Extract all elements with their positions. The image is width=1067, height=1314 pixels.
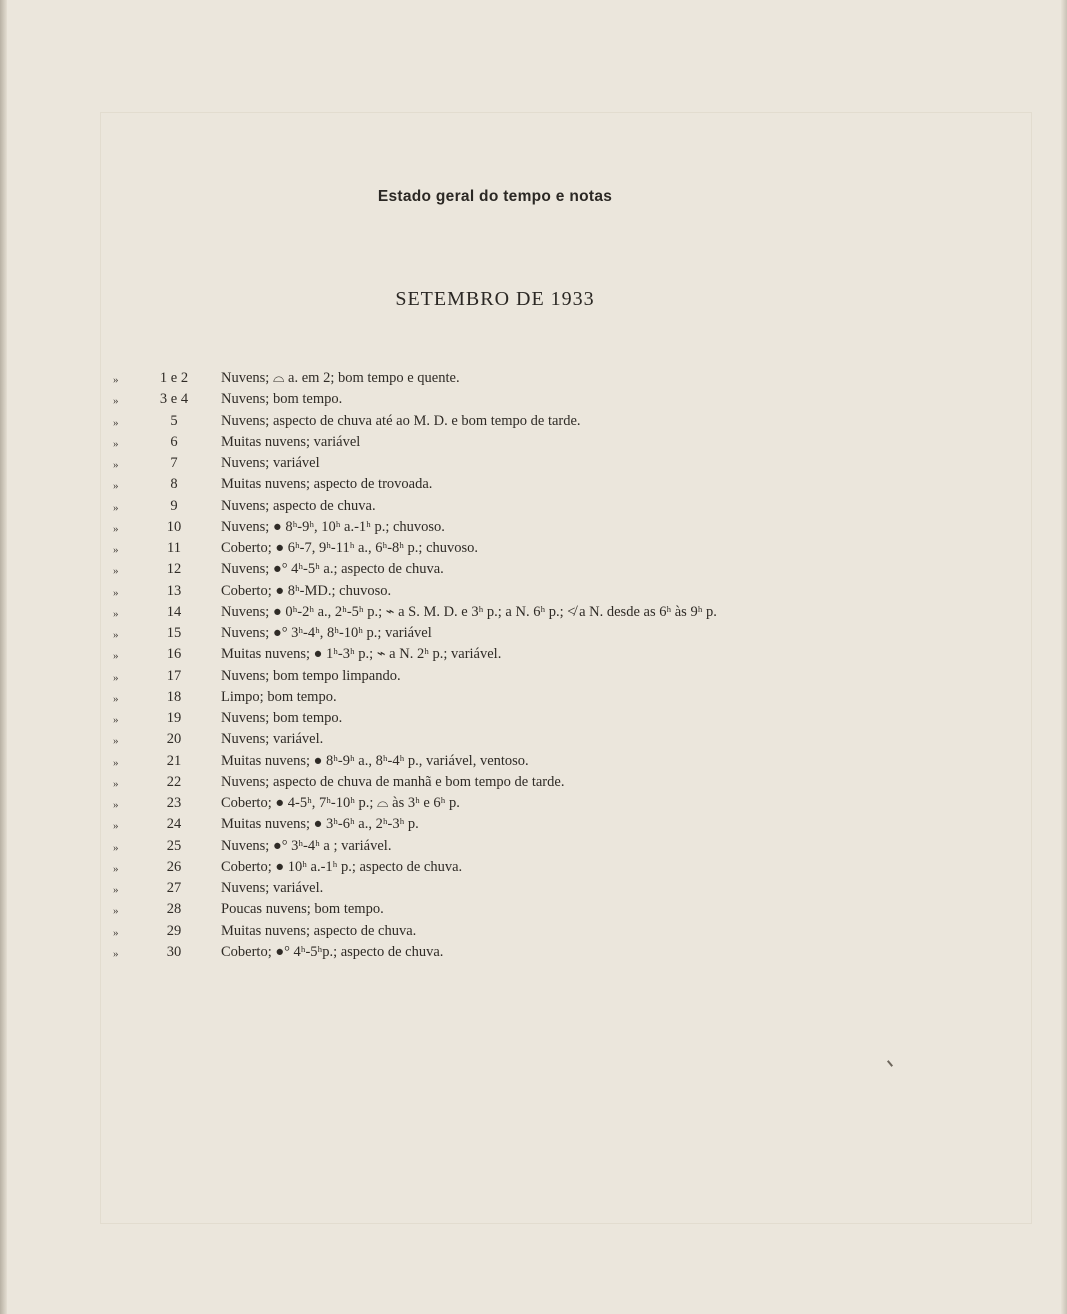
table-row: [0, 498, 1060, 519]
weather-note: Nuvens; variável: [221, 455, 320, 471]
weather-note: Nuvens; ●° 3ʰ-4ʰ, 8ʰ-10ʰ p.; variável: [221, 625, 432, 641]
page-right-edge: [1061, 0, 1067, 1314]
table-row: [0, 795, 1060, 816]
day-number: 5: [170, 412, 178, 429]
weather-note: Poucas nuvens; bom tempo.: [221, 901, 384, 918]
day-number: 27: [166, 880, 182, 896]
ditto-mark: »: [113, 374, 119, 386]
table-row: [0, 561, 1060, 582]
day-number: 23: [166, 795, 182, 811]
weather-note: Limpo; bom tempo.: [221, 688, 337, 705]
weather-note: Nuvens; aspecto de chuva até ao M. D. e bom tempo de tarde.: [221, 412, 581, 429]
table-row: [0, 476, 1060, 497]
ditto-mark: »: [113, 480, 119, 493]
table-row: [0, 646, 1060, 667]
ditto-mark: »: [113, 926, 119, 939]
day-number: 12: [166, 561, 182, 578]
table-row: [0, 901, 1060, 922]
ditto-mark: »: [113, 416, 119, 429]
day-number: 19: [166, 710, 182, 726]
ditto-mark: »: [113, 459, 119, 471]
ditto-mark: »: [113, 544, 119, 556]
ditto-mark: »: [113, 629, 119, 641]
weather-note: Coberto; ● 4-5ʰ, 7ʰ-10ʰ p.; ⌓ às 3ʰ e 6ʰ p.: [221, 795, 460, 811]
table-row: [0, 434, 1060, 455]
weather-note: Nuvens; aspecto de chuva de manhã e bom tempo de tarde.: [221, 773, 565, 790]
table-row: [0, 583, 1060, 604]
table-row: [0, 668, 1060, 689]
ditto-mark: »: [113, 607, 119, 620]
day-number: 24: [166, 816, 182, 833]
day-number: 20: [166, 731, 182, 748]
weather-note: Nuvens; bom tempo limpando.: [221, 667, 401, 684]
weather-note: Muitas nuvens; aspecto de chuva.: [221, 922, 417, 939]
ditto-mark: »: [113, 799, 119, 811]
table-row: [0, 625, 1060, 646]
ditto-mark: »: [113, 884, 119, 896]
weather-note: Nuvens; ⌓ a. em 2; bom tempo e quente.: [221, 370, 460, 386]
weather-note: Muitas nuvens; ● 3ʰ-6ʰ a., 2ʰ-3ʰ p.: [221, 816, 419, 833]
ditto-mark: »: [113, 862, 119, 875]
day-number: 26: [166, 858, 182, 875]
weather-note: Nuvens; ● 0ʰ-2ʰ a., 2ʰ-5ʰ p.; ⌁ a S. M. D. e 3ʰ p.; a N. 6ʰ p.; ≮ a N. desde as 6ʰ às 9ʰ p.: [221, 603, 717, 620]
table-row: [0, 689, 1060, 710]
ditto-mark: »: [113, 756, 119, 769]
table-row: [0, 816, 1060, 837]
table-row: [0, 838, 1060, 859]
ditto-mark: »: [113, 714, 119, 726]
weather-note: Nuvens; bom tempo.: [221, 391, 343, 408]
table-row: [0, 923, 1060, 944]
table-row: [0, 413, 1060, 434]
day-number: 28: [166, 901, 182, 918]
table-row: [0, 859, 1060, 880]
table-row: [0, 519, 1060, 540]
day-number: 21: [166, 752, 182, 769]
ditto-mark: »: [113, 522, 119, 535]
weather-note: Muitas nuvens; ● 8ʰ-9ʰ a., 8ʰ-4ʰ p., variável, ventoso.: [221, 752, 529, 769]
ditto-mark: »: [113, 905, 119, 918]
day-number: 8: [170, 476, 178, 493]
table-row: [0, 753, 1060, 774]
day-number: 15: [166, 625, 182, 641]
weather-note: Nuvens; variável.: [221, 731, 324, 748]
weather-note: Coberto; ●° 4ʰ-5ʰp.; aspecto de chuva.: [221, 943, 444, 960]
table-row: [0, 944, 1060, 965]
ditto-mark: »: [113, 395, 119, 408]
ditto-mark: »: [113, 735, 119, 748]
table-row: [0, 774, 1060, 795]
ditto-mark: »: [113, 841, 119, 854]
section-header: Estado geral do tempo e notas: [377, 188, 613, 205]
weather-note: Nuvens; bom tempo.: [221, 710, 343, 726]
ditto-mark: »: [113, 586, 119, 599]
weather-note: Muitas nuvens; ● 1ʰ-3ʰ p.; ⌁ a N. 2ʰ p.; variável.: [221, 646, 502, 663]
month-title: SETEMBRO DE 1933: [395, 288, 595, 310]
day-number: 30: [166, 943, 182, 960]
day-number: 9: [170, 497, 178, 514]
table-row: [0, 370, 1060, 391]
ditto-mark: »: [113, 565, 119, 578]
weather-note: Nuvens; variável.: [221, 880, 324, 896]
table-row: [0, 710, 1060, 731]
day-number: 29: [166, 922, 182, 939]
day-number: 10: [166, 518, 182, 535]
table-row: [0, 391, 1060, 412]
weather-note: Nuvens; ● 8ʰ-9ʰ, 10ʰ a.-1ʰ p.; chuvoso.: [221, 518, 445, 535]
day-number: 13: [166, 582, 182, 599]
ditto-mark: »: [113, 671, 119, 684]
table-row: [0, 604, 1060, 625]
day-number: 22: [166, 773, 182, 790]
day-number: 1 e 2: [159, 370, 189, 386]
day-number: 18: [166, 688, 182, 705]
table-row: [0, 880, 1060, 901]
day-number: 17: [166, 667, 182, 684]
day-number: 3 e 4: [159, 391, 189, 408]
weather-note: Coberto; ● 8ʰ-MD.; chuvoso.: [221, 582, 392, 599]
day-number: 6: [170, 433, 178, 450]
weather-note: Coberto; ● 10ʰ a.-1ʰ p.; aspecto de chuva.: [221, 858, 463, 875]
day-number: 14: [166, 603, 182, 620]
weather-note: Muitas nuvens; variável: [221, 433, 361, 450]
ditto-mark: »: [113, 692, 119, 705]
day-number: 16: [166, 646, 182, 663]
table-row: [0, 540, 1060, 561]
ditto-mark: »: [113, 501, 119, 514]
ditto-mark: »: [113, 437, 119, 450]
ditto-mark: »: [113, 947, 119, 960]
weather-note: Muitas nuvens; aspecto de trovoada.: [221, 476, 433, 493]
weather-note: Coberto; ● 6ʰ-7, 9ʰ-11ʰ a., 6ʰ-8ʰ p.; chuvoso.: [221, 540, 479, 556]
day-number: 25: [166, 837, 182, 854]
ditto-mark: »: [113, 777, 119, 790]
table-row: [0, 455, 1060, 476]
weather-note: Nuvens; ●° 3ʰ-4ʰ a ; variável.: [221, 837, 392, 854]
weather-note: Nuvens; ●° 4ʰ-5ʰ a.; aspecto de chuva.: [221, 561, 444, 578]
weather-note: Nuvens; aspecto de chuva.: [221, 497, 376, 514]
day-number: 7: [170, 455, 178, 471]
day-number: 11: [167, 540, 181, 556]
ditto-mark: »: [113, 650, 119, 663]
table-row: [0, 731, 1060, 752]
ditto-mark: »: [113, 820, 119, 833]
